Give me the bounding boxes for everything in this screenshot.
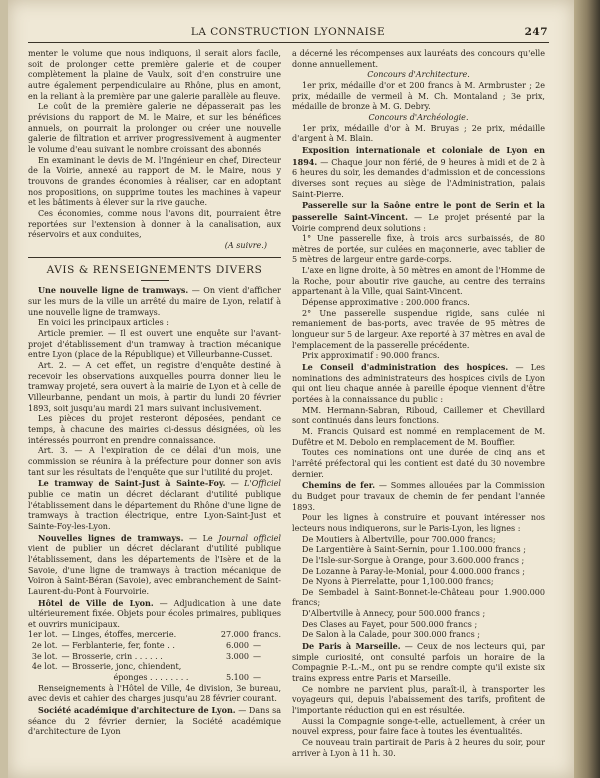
book-binding <box>574 0 600 778</box>
paragraph: 1er prix, médaille d'or et 200 francs à M. Armbruster ; 2e prix, médaille de vermeil à M. Ch. Montaland ; 3e prix, médaille de bronze à M. G. Debry. <box>292 80 545 112</box>
lot-value: 3.000 <box>225 651 249 661</box>
paragraph: 1° Une passerelle fixe, à trois arcs surbaissés, de 80 mètres de portée, sur culées en maçonnerie, avec tablier de 5 mètres de largeur entre garde-corps. <box>292 234 545 265</box>
lot-number: 1er lot. <box>28 630 58 640</box>
article-exposition <box>292 145 545 200</box>
railway-line: De Salon à la Calade, pour 300.000 francs ; <box>302 630 481 640</box>
lot-description: éponges . . . . . . . . <box>113 673 189 683</box>
article-heading: Passerelle sur la Saône entre le pont de Serin et la passerelle Saint-Vincent. <box>292 200 545 222</box>
article-text: publie ce matin un décret déclarant d'utilité publique l'établissement dans le département du Rhône d'une ligne de tramways à traction électrique, entre Lyon-Saint-Just et Sainte-Foy-les-Lyon. <box>28 489 281 531</box>
paragraph: 2° Une passerelle suspendue rigide, sans culée ni remaniement de bas-ports, avec travée de 95 mètres de longueur sur 5 de largeur. Axe reporté à 37 mètres en aval de l'emplacement de la passerelle précédente. <box>292 308 545 350</box>
paragraph: En voici les principaux articles : <box>38 318 169 328</box>
paragraph: Ce nombre ne parvient plus, paraît-il, à transporter les voyageurs qui, depuis l'abaissement des tarifs, profitent de l'importante réduction qui en est résultée. <box>292 684 545 716</box>
railway-line: De Lozanne à Paray-le-Monial, pour 4.000.000 francs ; <box>302 566 525 576</box>
railway-line: De Sembadel à Saint-Bonnet-le-Château pour 1.900.000 francs; <box>292 587 545 608</box>
article-text: — Le projet présenté par la Voirie comprend deux solutions : <box>292 212 545 233</box>
lot-value <box>201 662 253 673</box>
article-heading: Le tramway de Saint-Just à Sainte-Foy. <box>38 478 226 489</box>
article-chemins-de-fer <box>292 480 545 513</box>
left-column <box>28 49 281 738</box>
lot-description: — Brosserie, jonc, chiendent, <box>61 662 182 672</box>
paragraph: Les pièces du projet resteront déposées, pendant ce temps, à chacune des mairies ci-dessus désignées, où les intéressés pourront en prendre connaissance. <box>28 414 281 445</box>
lot-description: — Ferblanterie, fer, fonte . . <box>61 641 175 651</box>
lot-row <box>28 662 281 673</box>
journal-title: LA CONSTRUCTION LYONNAISE <box>190 26 386 38</box>
lot-value: 5.100 <box>225 673 249 683</box>
paragraph: 1er prix, médaille d'or à M. Bruyas ; 2e prix, médaille d'argent à M. Blain. <box>292 123 545 144</box>
article-heading: Hôtel de Ville de Lyon. <box>38 597 154 608</box>
subheading: Concours d'Archéologie. <box>368 112 469 122</box>
lot-number: 3e lot. <box>31 651 58 661</box>
article-paris-marseille <box>292 641 545 685</box>
lot-value: 6.000 <box>225 641 249 651</box>
paragraph: MM. Hermann-Sabran, Riboud, Caillemer et Chevillard sont continués dans leurs fonctions. <box>292 405 545 426</box>
railway-line: De l'Isle-sur-Sorgue à Orange, pour 3.600.000 francs ; <box>302 555 525 565</box>
paragraph: Dépense approximative : 200.000 francs. <box>302 298 470 308</box>
page-number: 247 <box>524 26 548 38</box>
article-text: — Chaque jour non férié, de 9 heures à midi et de 2 à 6 heures du soir, les demandes d'admission et de concessions diverses sont reçues au siège de l'Administration, palais Saint-Pierre. <box>292 157 545 199</box>
paragraph: Art. 3. — A l'expiration de ce délai d'un mois, une commission se réunira à la préfecture pour donner son avis tant sur les résultats de l'enquête que sur l'utilité du projet. <box>28 446 281 477</box>
paragraph: Le coût de la première galerie ne dépasserait pas les prévisions du rapport de M. le Maire, et sur les bénéfices annuels, on pourrait la prolonger ou créer une nouvelle galerie de filtration et arriver progressivement à augmenter le volume d'eau suivant le nombre croissant des abonnés <box>28 102 281 154</box>
article-text: — Sommes allouées par la Commission du Budget pour travaux de chemin de fer pendant l'année 1893. <box>292 481 545 512</box>
article-text: vient de publier un décret déclarant d'utilité publique l'établissement, dans les départements de l'Isère et de la Savoie, d'une ligne de tramways à traction mécanique de Voiron à Saint-Béran (Savoie), avec embranchement de Saint-Laurent-du-Pont à Fourvoirie. <box>28 544 281 596</box>
lot-description: — Brosserie, crin . . . . . . <box>61 651 163 661</box>
lot-row <box>28 641 281 652</box>
railway-line: D'Albertville à Annecy, pour 500.000 francs ; <box>302 609 486 619</box>
paragraph: Art. 2. — A cet effet, un registre d'enquête destiné à recevoir les observations auxquelles pourra donner lieu le tramway projeté, sera ouvert à la mairie de Lyon et à celle de Villeurbanne, pendant un mois, à partir du lundi 20 février 1893, soit jusqu'au mardi 21 mars suivant inclusivement. <box>28 361 281 413</box>
article-text: — <box>225 479 245 489</box>
paragraph: Pour les lignes à construire et pouvant intéresser nos lecteurs nous indiquerons, sur le Paris-Lyon, les lignes : <box>292 513 545 533</box>
article-text: — Ceux de nos lecteurs qui, par simple curiosité, ont consulté parfois un horaire de la Compagnie P.-L.-M., ont pu se rendre compte qu'il existe six trains express entre Paris et Marseille. <box>292 642 545 684</box>
paragraph: Ce nouveau train partirait de Paris à 2 heures du soir, pour arriver à Lyon à 11 h. 30. <box>292 738 545 758</box>
article-new-lines <box>28 533 281 598</box>
lot-unit: — <box>253 641 262 651</box>
paragraph: Aussi la Compagnie songe-t-elle, actuellement, à créer un nouvel express, pour faire face à toutes les éventualités. <box>292 716 545 737</box>
lot-row <box>28 673 281 684</box>
paragraph: M. Francis Quisard est nommé en remplacement de M. Dufêtre et M. Debolo en remplacement de M. Bouffier. <box>292 426 545 447</box>
article-text: — Le <box>183 533 219 543</box>
article-text: — On vient d'afficher sur les murs de la ville un arrêté du maire de Lyon, relatif à une nouvelle ligne de tramways. <box>28 286 281 317</box>
article-heading: Le Conseil d'administration des hospices. <box>302 362 509 373</box>
article-tramway <box>28 285 281 318</box>
section-title: AVIS & RENSEIGNEMENTS DIVERS <box>46 264 263 277</box>
article-heading: De Paris à Marseille. <box>302 641 401 652</box>
article-heading: Chemins de fer. <box>302 480 376 491</box>
article-heading: Société académique d'architecture de Lyon. <box>38 705 236 716</box>
article-text: — Adjudication à une date ultérieurement fixée. Objets pour écoles primaires, publiques et ouvrirs municipaux. <box>28 598 281 629</box>
journal-name: L'Officiel <box>244 479 281 489</box>
lot-row <box>28 652 281 663</box>
lot-number: 4e lot. <box>31 662 58 672</box>
paragraph: menter le volume que nous indiquons, il serait alors facile, soit de prolonger cette première galerie et de couper complètement la plaine de Vaulx, soit d'en construire une autre également perpendiculaire au Rhône, plus en amont, en la reliant à la première par une galerie parallèle au fleuve. <box>28 49 281 101</box>
article-heading: Nouvelles lignes de tramways. <box>38 532 184 543</box>
railway-line: De Largentière à Saint-Sernin, pour 1.100.000 francs ; <box>302 545 526 555</box>
section-rule-short <box>141 280 169 281</box>
right-column <box>292 49 545 759</box>
article-heading: Exposition internationale et coloniale de Lyon en 1894. <box>292 144 545 167</box>
subheading: Concours d'Architecture. <box>367 70 470 80</box>
lot-number <box>28 673 62 684</box>
railway-line: De Moutiers à Albertville, pour 700.000 francs; <box>302 534 496 544</box>
article-text: — Les nominations des administrateurs des hospices civils de Lyon qui ont lieu chaque année à pareille époque viennent d'être portées à la connaissance du public : <box>292 363 546 404</box>
article-passerelle <box>292 200 545 234</box>
paragraph: Toutes ces nominations ont une durée de cinq ans et l'arrêté préfectoral qui les contient est daté du 30 novembre dernier. <box>292 448 545 479</box>
section-rule <box>28 257 281 258</box>
paragraph: Article premier. — Il est ouvert une enquête sur l'avant-projet d'établissement d'un tramway à traction mécanique entre Lyon (place de la République) et Villeurbanne-Cusset. <box>28 329 281 360</box>
article-societe <box>28 705 281 738</box>
railway-line: De Nyons à Pierrelatte, pour 1,100.000 francs; <box>302 577 494 587</box>
header-rule <box>28 42 549 43</box>
lot-unit <box>253 662 281 673</box>
paragraph: Prix approximatif : 90.000 francs. <box>302 351 440 361</box>
paragraph: Ces économies, comme nous l'avons dit, pourraient être reportées sur l'extension à donner à la canalisation, aux réservoirs et aux conduites, <box>28 208 281 240</box>
paragraph: L'axe en ligne droite, à 50 mètres en amont de l'Homme de la Roche, pour aboutir rive gauche, au centre des terrains appartenant à la Ville, quai Saint-Vincent. <box>292 266 545 297</box>
journal-name: Journal officiel <box>218 533 282 543</box>
article-text: — Dans sa séance du 2 février dernier, la Société académique d'architecture de Lyon <box>28 706 281 737</box>
article-hotel-de-ville <box>28 598 281 631</box>
lot-unit: — <box>253 673 262 683</box>
lots-table <box>28 630 281 683</box>
paragraph: Renseignements à l'Hôtel de Ville, 4e division, 3e bureau, avec devis et cahier des charges jusqu'au 28 février courant. <box>28 683 281 704</box>
running-header <box>28 26 548 40</box>
lot-number: 2e lot. <box>31 641 58 651</box>
railway-line: Des Clases au Fayet, pour 500.000 francs ; <box>302 619 478 629</box>
lot-description: — Linges, étoffes, mercerie. <box>61 630 177 640</box>
paragraph: En examinant le devis de M. l'Ingénieur en chef, Directeur de la Voirie, annexé au rapport de M. le Maire, nous y trouvons de grandes économies à réaliser, car en adoptant nos propositions, on supprime toutes les machines à vapeur et les bâtiments à élever sur la rive gauche. <box>28 155 281 208</box>
paragraph: a décerné les récompenses aux lauréats des concours qu'elle donne annuellement. <box>292 49 545 69</box>
lot-unit: francs. <box>253 630 281 640</box>
article-saint-just <box>28 478 281 532</box>
to-be-continued: (A suivre.) <box>224 240 267 250</box>
lot-value: 27.000 <box>220 630 249 640</box>
article-hospices <box>292 362 545 406</box>
lot-row <box>28 630 281 641</box>
lot-unit: — <box>253 651 262 661</box>
article-heading: Une nouvelle ligne de tramways. <box>38 285 189 296</box>
